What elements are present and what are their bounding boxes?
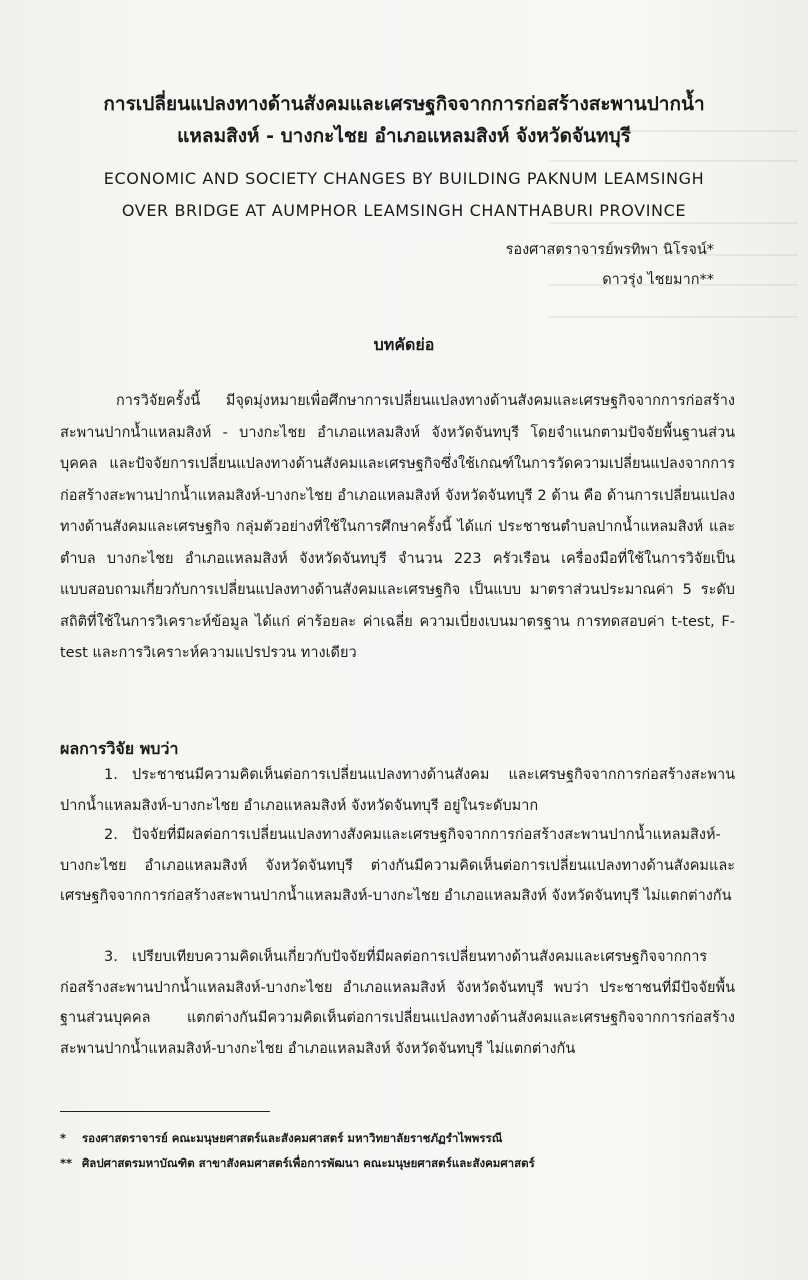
footnote-1	[60, 1130, 760, 1148]
footnote-text: ศิลปศาสตรมหาบัณฑิต สาขาสังคมศาสตร์เพื่อการพัฒนา คณะมนุษยศาสตร์และสังคมศาสตร์	[82, 1156, 535, 1170]
result-item-number: 3.	[104, 949, 118, 965]
result-item-text: ประชาชนมีความคิดเห็นต่อการเปลี่ยนแปลงทางด้านสังคม และเศรษฐกิจจากการก่อสร้างสะพานปากน้ำแหลมสิงห์-บางกะไชย อำเภอแหลมสิงห์ จังหวัดจันทบุรี อยู่ในระดับมาก	[60, 767, 735, 814]
bleed-through-line	[548, 160, 798, 162]
result-item-2	[60, 820, 735, 912]
result-item-text: เปรียบเทียบความคิดเห็นเกี่ยวกับปัจจัยที่มีผลต่อการเปลี่ยนทางด้านสังคมและเศรษฐกิจจากการก่อสร้างสะพานปากน้ำแหลมสิงห์-บางกะไชย อำเภอแหลมสิงห์ จังหวัดจันทบุรี พบว่า ประชาชนที่มีปัจจัยพื้นฐานส่วนบุคคล แตกต่างกันมีความคิดเห็นต่อการเปลี่ยนแปลงทางด้านสังคมและเศรษฐกิจจากการก่อสร้างสะพานปากน้ำแหลมสิงห์-บางกะไชย อำเภอแหลมสิงห์ จังหวัดจันทบุรี ไม่แตกต่างกัน	[60, 949, 735, 1057]
footnote-mark: *	[60, 1131, 67, 1145]
result-item-3	[60, 942, 735, 1064]
footnote-2	[60, 1155, 760, 1173]
footnote-mark: **	[60, 1156, 73, 1170]
result-item-text: ปัจจัยที่มีผลต่อการเปลี่ยนแปลงทางสังคมและเศรษฐกิจจากการก่อสร้างสะพานปากน้ำแหลมสิงห์-บางกะไชย อำเภอแหลมสิงห์ จังหวัดจันทบุรี ต่างกันมีความคิดเห็นต่อการเปลี่ยนแปลงทางด้านสังคมและเศรษฐกิจจากการก่อสร้างสะพานปากน้ำแหลมสิงห์-บางกะไชย อำเภอแหลมสิงห์ จังหวัดจันทบุรี ไม่แตกต่างกัน	[60, 827, 735, 904]
result-item-1	[60, 760, 735, 821]
result-item-number: 2.	[104, 827, 118, 843]
title-thai-line-1: การเปลี่ยนแปลงทางด้านสังคมและเศรษฐกิจจากการก่อสร้างสะพานปากน้ำ	[103, 93, 705, 115]
footnote-text: รองศาสตราจารย์ คณะมนุษยศาสตร์และสังคมศาสตร์ มหาวิทยาลัยราชภัฏรำไพพรรณี	[82, 1131, 503, 1145]
bleed-through-line	[548, 316, 798, 318]
abstract-heading: บทคัดย่อ	[373, 335, 435, 354]
author-1: รองศาสตราจารย์พรทิพา นิโรจน์*	[505, 242, 714, 258]
result-item-number: 1.	[104, 767, 118, 783]
title-english-line-1: ECONOMIC AND SOCIETY CHANGES BY BUILDING PAKNUM LEAMSINGH	[103, 169, 705, 188]
abstract-body: การวิจัยครั้งนี้ มีจุดมุ่งหมายเพื่อศึกษาการเปลี่ยนแปลงทางด้านสังคมและเศรษฐกิจจากการก่อสร้างสะพานปากน้ำแหลมสิงห์ - บางกะไชย อำเภอแหลมสิงห์ จังหวัดจันทบุรี โดยจำแนกตามปัจจัยพื้นฐานส่วนบุคคล และปัจจัยการเปลี่ยนแปลงทางด้านสังคมและเศรษฐกิจซึ่งใช้เกณฑ์ในการวัดความเปลี่ยนแปลงจากการก่อสร้างสะพานปากน้ำแหลมสิงห์-บางกะไชย อำเภอแหลมสิงห์ จังหวัดจันทบุรี 2 ด้าน คือ ด้านการเปลี่ยนแปลงทางด้านสังคมและเศรษฐกิจ กลุ่มตัวอย่างที่ใช้ในการศึกษาครั้งนี้ ได้แก่ ประชาชนตำบลปากน้ำแหลมสิงห์ และตำบล บางกะไชย อำเภอแหลมสิงห์ จังหวัดจันทบุรี จำนวน 223 ครัวเรือน เครื่องมือที่ใช้ในการวิจัยเป็นแบบสอบถามเกี่ยวกับการเปลี่ยนแปลงทางด้านสังคมและเศรษฐกิจ เป็นแบบ มาตราส่วนประมาณค่า 5 ระดับ สถิติที่ใช้ในการวิเคราะห์ข้อมูล ได้แก่ ค่าร้อยละ ค่าเฉลี่ย ความเบี่ยงเบนมาตรฐาน การทดสอบค่า t-test, F-test และการวิเคราะห์ความแปรปรวน ทางเดียว	[60, 393, 735, 661]
footnote-separator	[60, 1111, 270, 1112]
author-2: ดาวรุ่ง ไชยมาก**	[602, 272, 714, 288]
title-thai-line-2: แหลมสิงห์ - บางกะไชย อำเภอแหลมสิงห์ จังหวัดจันทบุรี	[177, 125, 631, 147]
title-english-line-2: OVER BRIDGE AT AUMPHOR LEAMSINGH CHANTHABURI PROVINCE	[121, 201, 687, 220]
results-heading: ผลการวิจัย พบว่า	[60, 739, 179, 758]
